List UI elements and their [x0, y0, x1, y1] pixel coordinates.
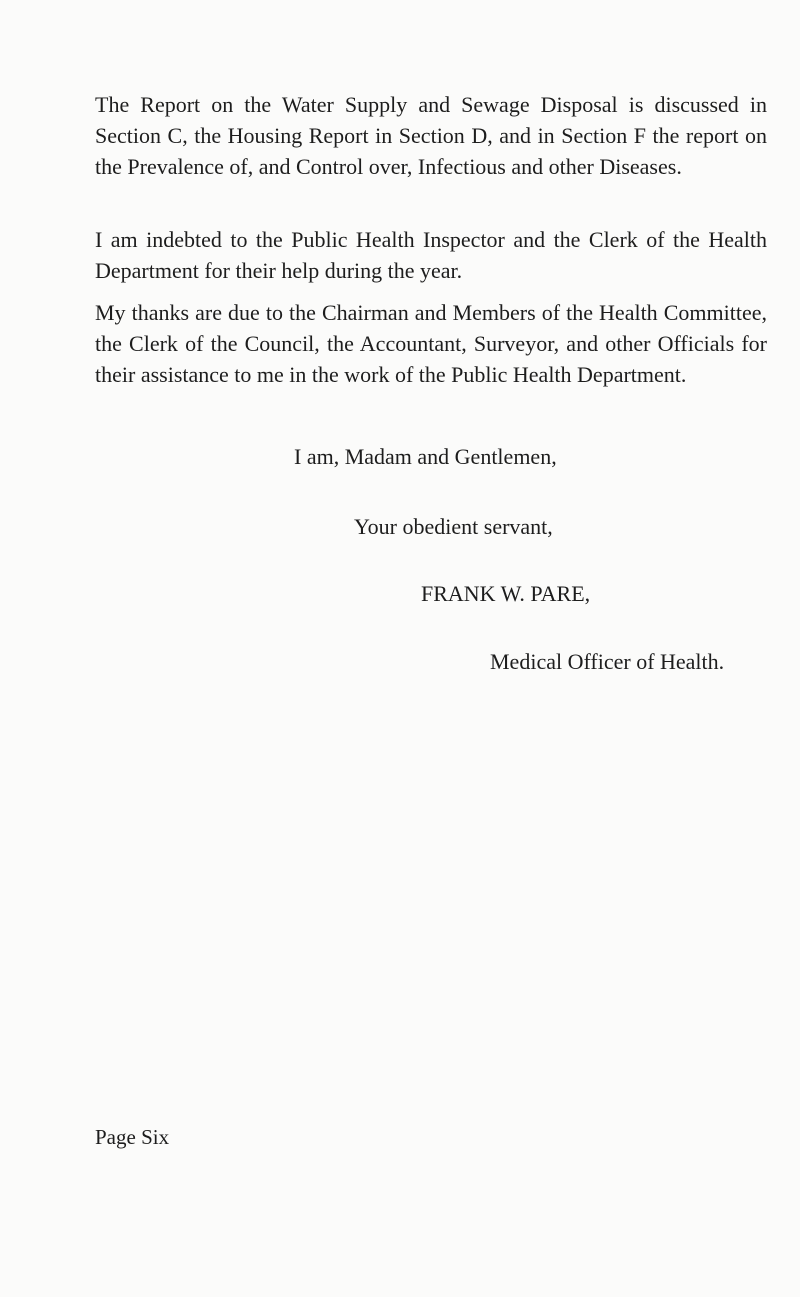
paragraph-thanks-committee: My thanks are due to the Chairman and Members of the Health Committee, the Clerk of the Council, the Accountant, Surveyor, and other Officials for their assistance to me in the work of the Public Health Department. [95, 300, 767, 387]
paragraph-acknowledgement-staff: I am indebted to the Public Health Inspector and the Clerk of the Health Department for their help during the year. [95, 227, 767, 283]
paragraph-report-sections: The Report on the Water Supply and Sewage Disposal is discussed in Section C, the Housing Report in Section D, and in Section F the report on the Prevalence of, and Control over, Infectious and other Diseases. [95, 92, 767, 179]
closing-valediction: Your obedient servant, [354, 514, 553, 539]
closing-salutation: I am, Madam and Gentlemen, [294, 444, 557, 469]
closing-signature-title: Medical Officer of Health. [490, 649, 725, 674]
closing-signature-name: FRANK W. PARE, [421, 581, 591, 606]
page-number-footer: Page Six [95, 1125, 170, 1149]
